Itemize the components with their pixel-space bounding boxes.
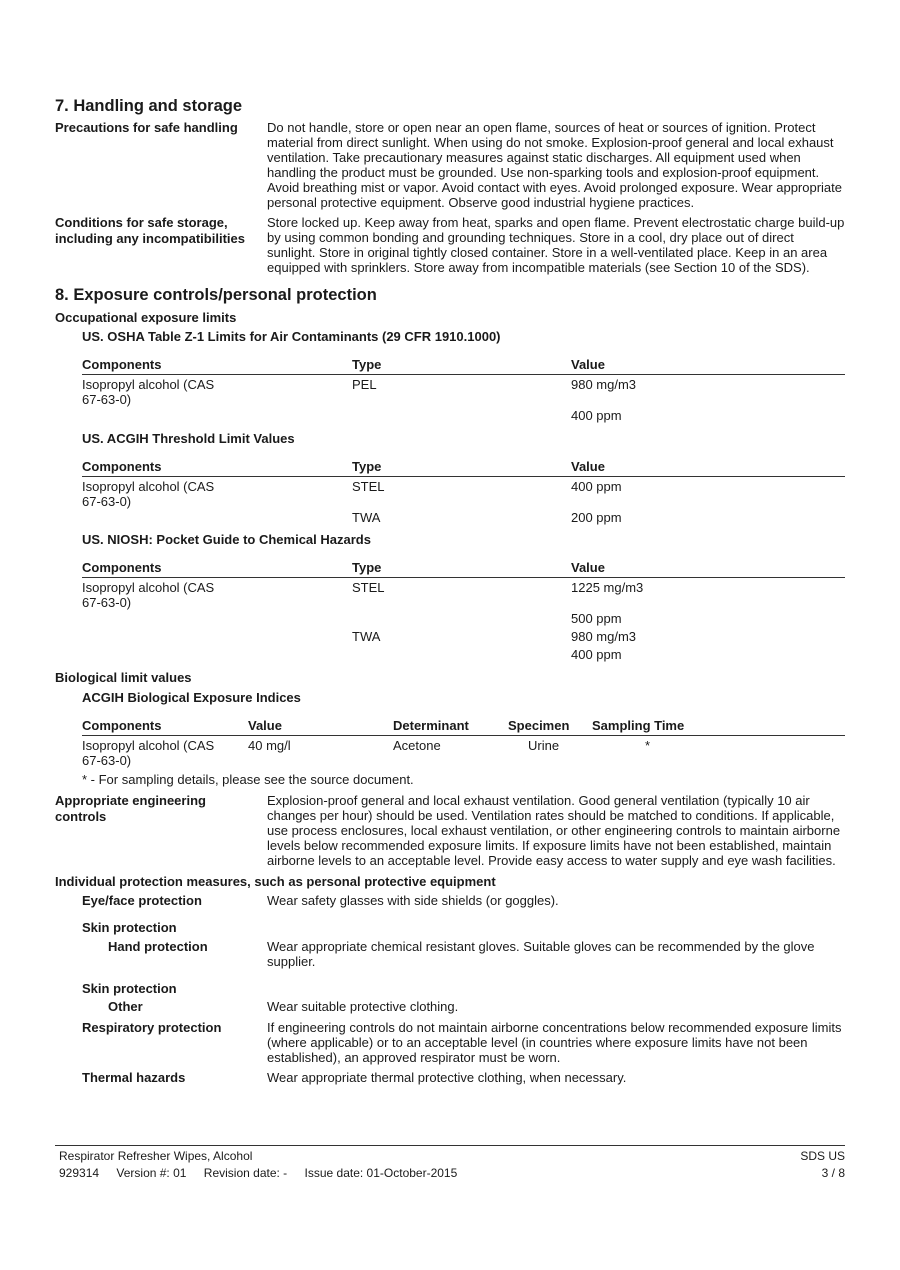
value-cell: 200 ppm	[571, 510, 622, 525]
table-row	[82, 610, 845, 626]
osha-table	[82, 357, 845, 423]
storage-row	[55, 215, 845, 275]
niosh-header-row	[82, 560, 845, 578]
acgih-col-components: Components	[82, 459, 352, 477]
respiratory-text: If engineering controls do not maintain airborne concentrations below recommended exposure limits (where applicable) or to an acceptable level (in countries where exposure limits have not been established), an approved respirator must be worn.	[267, 1020, 842, 1065]
thermal-text: Wear appropriate thermal protective clothing, when necessary.	[267, 1070, 627, 1085]
footer-line-2	[59, 1166, 845, 1181]
footer-line-1	[59, 1149, 845, 1164]
type-cell: TWA	[352, 629, 381, 644]
engineering-label-line-2: controls	[55, 809, 107, 824]
value-cell: 400 ppm	[571, 647, 622, 662]
table-row	[82, 375, 845, 408]
engineering-label-line-1: Appropriate engineering	[55, 793, 206, 808]
value-cell: 1225 mg/m3	[571, 580, 644, 595]
skin-label: Skin protection	[82, 920, 177, 935]
osha-col-type: Type	[352, 357, 571, 375]
hand-label: Hand protection	[108, 939, 208, 954]
bei-note: * - For sampling details, please see the source document.	[82, 772, 414, 787]
bei-col-sampling: Sampling Time	[592, 718, 845, 736]
value-cell: 400 ppm	[571, 408, 622, 423]
table-row	[82, 407, 845, 423]
bei-header-row	[82, 718, 845, 736]
bei-col-components: Components	[82, 718, 248, 736]
storage-text: Store locked up. Keep away from heat, sparks and open flame. Prevent electrostatic charge build-up by using common bonding and grounding techniques. Store in a cool, dry place out of direct sunlight. Store in original tightly closed container. Store in a well-ventilated place. Keep in an area equipped with sprinklers. Store away from incompatible materials (see Section 10 of the SDS).	[267, 215, 845, 275]
bei-col-value: Value	[248, 718, 393, 736]
footer-revision: Revision date: -	[203, 1166, 288, 1180]
hand-text: Wear appropriate chemical resistant gloves. Suitable gloves can be recommended by the glove supplier.	[267, 939, 815, 969]
determinant-cell: Acetone	[393, 738, 441, 753]
niosh-col-value: Value	[571, 560, 845, 578]
respiratory-row	[55, 1020, 845, 1065]
footer-issue: Issue date: 01-October-2015	[304, 1166, 458, 1180]
bei-col-determinant: Determinant	[393, 718, 508, 736]
footer-doc-number: 929314	[59, 1166, 100, 1180]
engineering-text: Explosion-proof general and local exhaust ventilation. Good general ventilation (typically 10 air changes per hour) should be used. Ventilation rates should be matched to conditions. If applicable, use process enclosures, local exhaust ventilation, or other engineering controls to maintain airborne levels below recommended exposure limits. If exposure limits have not been established, maintain airborne levels to an acceptable level. Provide easy access to water supply and eye wash facilities.	[267, 793, 841, 868]
precautions-row	[55, 120, 845, 210]
table-row	[82, 626, 845, 644]
table-row	[82, 578, 845, 611]
component-cell: Isopropyl alcohol (CAS 67-63-0)	[82, 377, 215, 407]
type-cell: STEL	[352, 479, 385, 494]
page-content	[55, 96, 845, 1085]
other-row	[55, 999, 845, 1014]
specimen-cell: Urine	[528, 738, 560, 753]
skin-label-2: Skin protection	[82, 981, 177, 996]
osha-col-value: Value	[571, 357, 845, 375]
respiratory-label: Respiratory protection	[82, 1020, 222, 1035]
acgih-table	[82, 459, 845, 525]
osha-header-row	[82, 357, 845, 375]
table-row	[82, 477, 845, 510]
footer-version: Version #: 01	[116, 1166, 187, 1180]
type-cell: TWA	[352, 510, 381, 525]
other-text: Wear suitable protective clothing.	[267, 999, 459, 1014]
eye-text: Wear safety glasses with side shields (or goggles).	[267, 893, 559, 908]
thermal-row	[55, 1070, 845, 1085]
table-row	[82, 644, 845, 662]
component-cell: Isopropyl alcohol (CAS 67-63-0)	[82, 479, 215, 509]
acgih-header-row	[82, 459, 845, 477]
table-row	[82, 736, 845, 769]
eye-label: Eye/face protection	[82, 893, 202, 908]
ppe-label: Individual protection measures, such as personal protective equipment	[55, 874, 496, 889]
component-cell: Isopropyl alcohol (CAS 67-63-0)	[82, 580, 215, 610]
table-row	[82, 509, 845, 525]
bei-table	[82, 718, 845, 768]
section-8-heading: 8. Exposure controls/personal protection	[55, 286, 377, 304]
footer-doc-type: SDS US	[800, 1149, 845, 1163]
hand-row	[55, 939, 845, 969]
storage-label	[55, 215, 260, 247]
niosh-col-components: Components	[82, 560, 352, 578]
precautions-text: Do not handle, store or open near an open flame, sources of heat or sources of ignition. Protect material from direct sunlight. When using do not smoke. Explosion-proof general and local exhaust ventilation. Take precautionary measures against static discharges. All equipment used when handling the product must be grounded. Use non-sparking tools and explosion-proof equipment. Avoid breathing mist or vapor. Avoid contact with eyes. Avoid prolonged exposure. Wear appropriate personal protective equipment. Observe good industrial hygiene practices.	[267, 120, 842, 210]
engineering-row	[55, 793, 845, 868]
niosh-title: US. NIOSH: Pocket Guide to Chemical Hazards	[82, 532, 371, 547]
component-cell: Isopropyl alcohol (CAS 67-63-0)	[82, 738, 215, 768]
type-cell: PEL	[352, 377, 377, 392]
value-cell: 980 mg/m3	[571, 377, 637, 392]
storage-label-line-1: Conditions for safe storage,	[55, 215, 228, 230]
precautions-label: Precautions for safe handling	[55, 120, 238, 135]
acgih-col-type: Type	[352, 459, 571, 477]
bio-label: Biological limit values	[55, 670, 192, 685]
eye-row	[55, 893, 845, 908]
acgih-col-value: Value	[571, 459, 845, 477]
footer-page: 3 / 8	[821, 1166, 845, 1180]
sampling-cell: *	[645, 738, 651, 753]
niosh-table	[82, 560, 845, 662]
value-cell: 400 ppm	[571, 479, 622, 494]
value-cell: 500 ppm	[571, 611, 622, 626]
footer-product: Respirator Refresher Wipes, Alcohol	[59, 1149, 253, 1163]
niosh-col-type: Type	[352, 560, 571, 578]
type-cell: STEL	[352, 580, 385, 595]
storage-label-line-2: including any incompatibilities	[55, 231, 245, 246]
thermal-label: Thermal hazards	[82, 1070, 186, 1085]
osha-title: US. OSHA Table Z-1 Limits for Air Contaminants (29 CFR 1910.1000)	[82, 329, 501, 344]
osha-col-components: Components	[82, 357, 352, 375]
other-label: Other	[108, 999, 143, 1014]
value-cell: 980 mg/m3	[571, 629, 637, 644]
engineering-label	[55, 793, 260, 825]
value-cell: 40 mg/l	[248, 738, 291, 753]
footer-divider	[55, 1145, 845, 1146]
bei-col-specimen: Specimen	[508, 718, 592, 736]
section-7-heading: 7. Handling and storage	[55, 97, 243, 115]
oel-label: Occupational exposure limits	[55, 310, 237, 325]
acgih-title: US. ACGIH Threshold Limit Values	[82, 431, 295, 446]
bei-title: ACGIH Biological Exposure Indices	[82, 690, 301, 705]
